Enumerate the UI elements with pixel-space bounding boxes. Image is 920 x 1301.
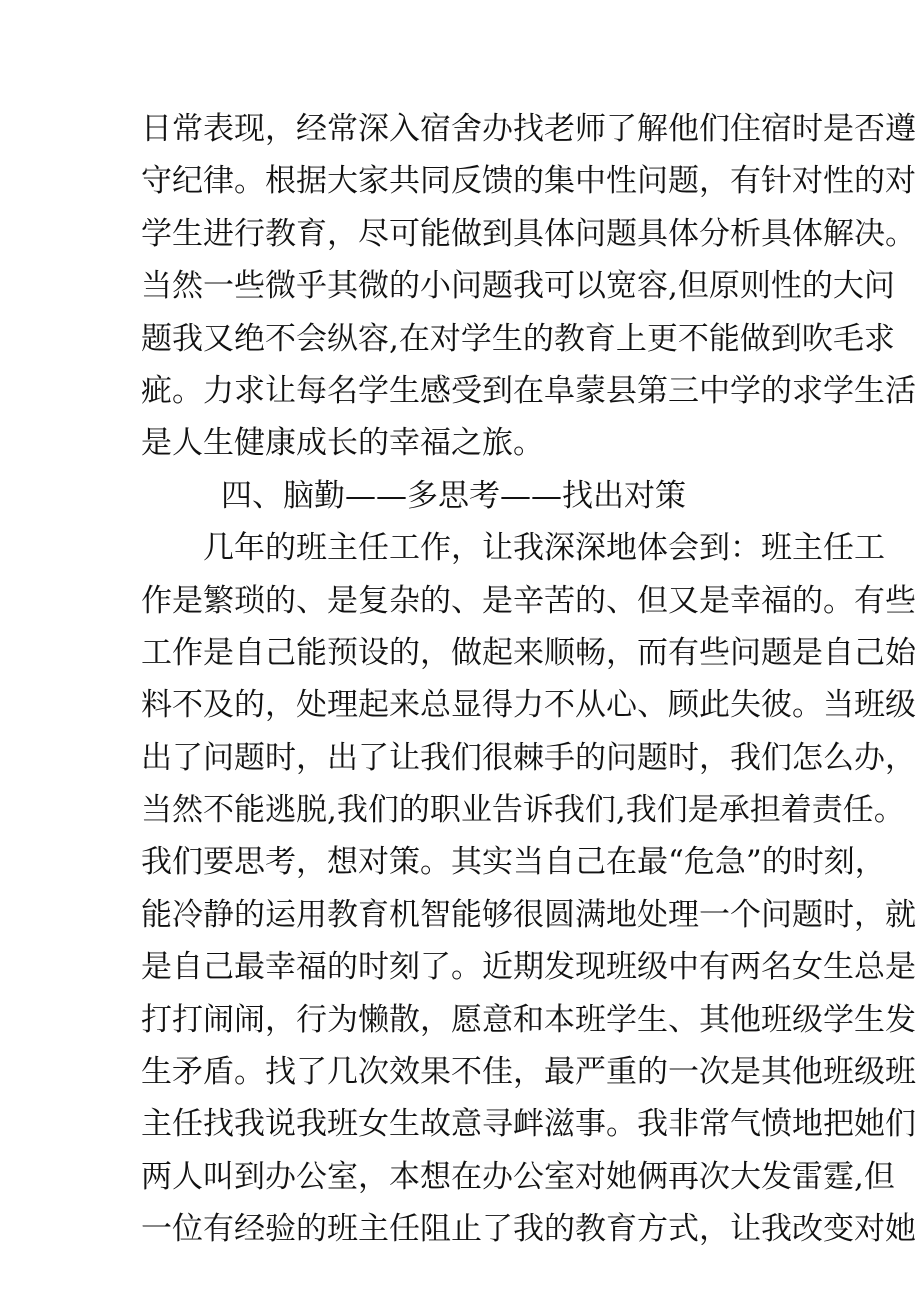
text-line: 我们要思考，想对策。其实当自己在最“危急”的时刻，	[141, 844, 886, 881]
section-heading: 四、脑勤——多思考——找出对策	[221, 477, 686, 514]
text-line: 出了问题时，出了让我们很棘手的问题时，我们怎么办，	[141, 739, 916, 776]
text-line: 疵。力求让每名学生感受到在阜蒙县第三中学的求学生活	[141, 372, 916, 409]
text-line: 作是繁琐的、是复杂的、是辛苦的、但又是幸福的。有些	[141, 582, 916, 619]
text-line: 打打闹闹，行为懒散，愿意和本班学生、其他班级学生发	[141, 1001, 916, 1038]
text-line: 守纪律。根据大家共同反馈的集中性问题，有针对性的对	[141, 163, 916, 200]
text-line: 主任找我说我班女生故意寻衅滋事。我非常气愤地把她们	[141, 1106, 916, 1143]
text-line: 学生进行教育，尽可能做到具体问题具体分析具体解决。	[141, 215, 916, 252]
text-line: 是自己最幸福的时刻了。近期发现班级中有两名女生总是	[141, 949, 916, 986]
text-line: 日常表现，经常深入宿舍办找老师了解他们住宿时是否遵	[141, 111, 916, 147]
text-line: 料不及的，处理起来总显得力不从心、顾此失彼。当班级	[141, 687, 916, 724]
text-line: 工作是自己能预设的，做起来顺畅，而有些问题是自己始	[141, 634, 916, 671]
text-line: 当然不能逃脱,我们的职业告诉我们,我们是承担着责任。	[141, 792, 905, 829]
text-line: 能冷静的运用教育机智能够很圆满地处理一个问题时，就	[141, 896, 916, 933]
text-line: 一位有经验的班主任阻止了我的教育方式，让我改变对她	[141, 1211, 916, 1248]
text-line: 几年的班主任工作，让我深深地体会到：班主任工	[203, 530, 885, 567]
document-page	[141, 103, 916, 1256]
text-line: 两人叫到办公室，本想在办公室对她俩再次大发雷霆,但	[141, 1158, 895, 1195]
text-line: 生矛盾。找了几次效果不佳，最严重的一次是其他班级班	[141, 1054, 916, 1091]
text-line: 是人生健康成长的幸福之旅。	[141, 425, 544, 462]
text-line: 当然一些微乎其微的小问题我可以宽容,但原则性的大问	[141, 268, 895, 305]
text-line: 题我又绝不会纵容,在对学生的教育上更不能做到吹毛求	[141, 320, 895, 357]
